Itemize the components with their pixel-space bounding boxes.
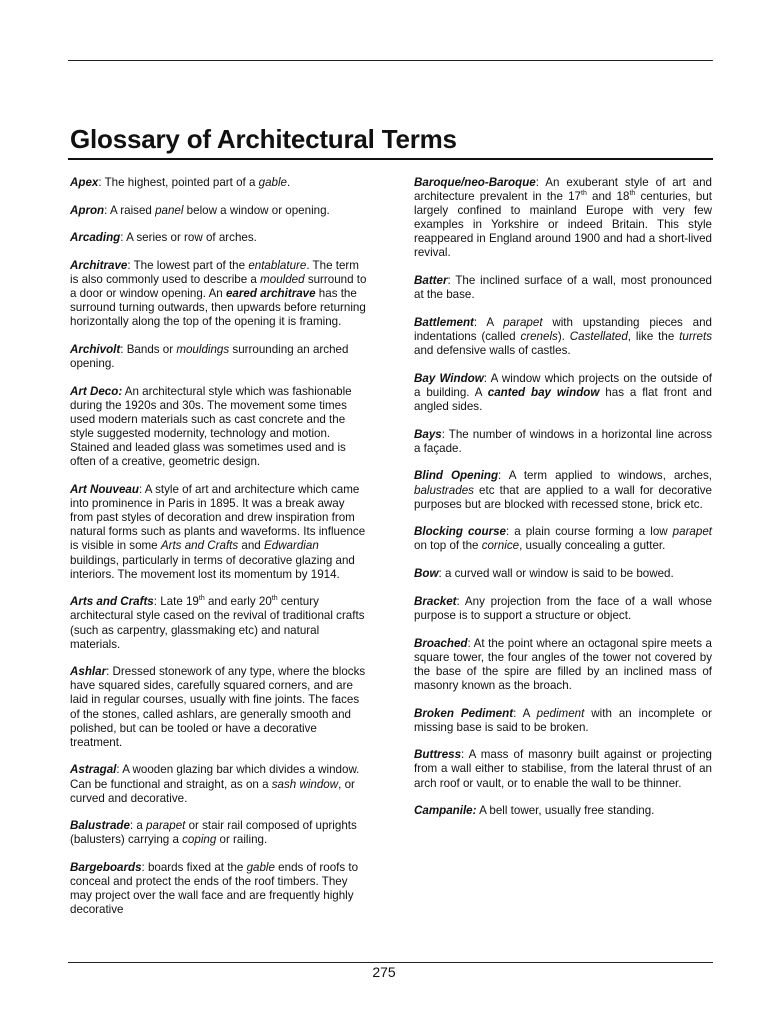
glossary-entry — [70, 204, 368, 218]
defined-subterm: canted bay window — [487, 385, 600, 399]
definition-text: Bands or — [126, 343, 177, 357]
cross-reference-term: mouldings — [176, 343, 230, 357]
cross-reference-term: Castellated — [569, 330, 628, 344]
cross-reference-term: gable — [258, 176, 288, 189]
definition-text: a plain course forming a low — [514, 525, 673, 539]
glossary-term: Blocking course — [414, 525, 507, 539]
definition-text: a — [136, 819, 147, 833]
defined-subterm: eared architrave — [225, 287, 316, 301]
glossary-entry — [414, 428, 712, 456]
definition-text: A raised — [109, 203, 156, 217]
glossary-entry — [70, 665, 368, 750]
definition-text: and defensive walls of castles. — [414, 344, 571, 358]
cross-reference-term: panel — [155, 203, 184, 217]
definition-text: A wooden glazing bar which divides a window. Can be functional and straight, as on a — [70, 763, 360, 791]
term-separator: : — [153, 595, 161, 609]
term-separator: : — [120, 343, 127, 357]
definition-text: A bell tower, usually free standing. — [479, 804, 655, 818]
glossary-entry — [70, 595, 368, 651]
term-separator: : — [447, 274, 456, 288]
cross-reference-term: sash window — [271, 777, 339, 791]
term-separator: : — [513, 706, 523, 720]
term-separator: : — [129, 819, 137, 833]
glossary-entry — [70, 763, 368, 805]
page-number: 275 — [372, 964, 396, 980]
glossary-entry — [414, 567, 712, 581]
definition-text: The number of windows in a horizontal line across a façade. — [414, 427, 713, 455]
definition-text: . The term is also commonly used to describe a — [70, 259, 359, 287]
definition-text: A series or row of arches. — [126, 231, 257, 245]
definition-text: century architectural style cased on the revival of traditional crafts (such as carpentry, glassmaking etc) and natural materials. — [70, 595, 365, 651]
cross-reference-term: parapet — [672, 525, 712, 539]
glossary-entry — [414, 707, 712, 735]
definition-text: buildings, particularly in terms of decorative glazing and interiors. The movement lost its momentum by 1914. — [70, 553, 355, 581]
glossary-entry — [414, 637, 712, 693]
cross-reference-term: turrets — [679, 330, 713, 344]
definition-text: , usually concealing a gutter. — [519, 539, 666, 553]
glossary-entry — [414, 176, 712, 261]
glossary-term: Broken Pediment — [414, 706, 514, 720]
glossary-term: Batter — [414, 274, 448, 288]
definition-text: and — [238, 539, 264, 553]
term-separator: : — [461, 748, 469, 762]
definition-text: A — [522, 706, 537, 720]
cross-reference-term: Edwardian — [263, 539, 319, 553]
definition-text: and 18 — [586, 190, 630, 204]
glossary-term: Art Nouveau — [70, 483, 139, 497]
glossary-left-column — [70, 176, 368, 931]
definition-text: and early 20 — [204, 595, 272, 609]
term-separator: : — [473, 315, 487, 329]
term-separator: : — [127, 259, 134, 273]
cross-reference-term: parapet — [146, 819, 186, 833]
term-separator: : — [467, 636, 474, 650]
term-separator: : — [498, 469, 509, 483]
ordinal-suffix: th — [198, 595, 205, 603]
term-separator: : — [141, 861, 148, 875]
glossary-term: Arts and Crafts — [70, 595, 154, 609]
glossary-entry — [70, 861, 368, 917]
bottom-rule — [68, 962, 713, 963]
definition-text: . — [287, 176, 291, 189]
glossary-term: Blind Opening — [414, 469, 499, 483]
definition-text: centuries, but largely confined to mainland Europe with very few examples in Yorkshire or indeed Britain. This style reappeared in England around 1900 and had a short-lived revival. — [414, 190, 713, 260]
cross-reference-term: parapet — [503, 315, 543, 329]
glossary-term: Buttress — [414, 748, 462, 762]
page-title: Glossary of Architectural Terms — [70, 124, 457, 154]
cross-reference-term: cornice — [481, 539, 520, 553]
term-separator: : — [506, 525, 515, 539]
definition-text: surround to a door or window opening. An — [70, 273, 367, 301]
glossary-term: Apron — [70, 203, 105, 217]
definition-text: Any projection from the face of a wall whose purpose is to support a structure or object. — [414, 594, 712, 622]
definition-text: A — [486, 315, 504, 329]
definition-text: The lowest part of the — [133, 259, 249, 273]
glossary-term: Arcading — [70, 231, 121, 245]
definition-text: ends of roofs to conceal and protect the ends of the roof timbers. They may project over the wall face and are frequently highly decorative — [70, 861, 359, 917]
definition-text: ). — [557, 330, 570, 344]
glossary-entry — [414, 525, 712, 553]
definition-text: The highest, pointed part of a — [104, 176, 259, 189]
term-separator: : — [120, 231, 127, 245]
glossary-term: Archivolt — [70, 343, 121, 357]
glossary-term: Baroque/neo-Baroque — [414, 176, 536, 189]
glossary-term: Architrave — [70, 259, 128, 273]
glossary-term: Balustrade — [70, 819, 130, 833]
definition-text: on top of the — [414, 539, 482, 553]
definition-text: A term applied to windows, arches, — [508, 469, 712, 483]
ordinal-suffix: th — [271, 595, 278, 603]
definition-text: or stair rail composed of uprights (balusters) carrying a — [70, 819, 357, 847]
cross-reference-term: Arts and Crafts — [160, 539, 239, 553]
definition-text: Late 19 — [160, 595, 199, 609]
glossary-term: Astragal — [70, 763, 117, 777]
term-separator: : — [116, 763, 123, 777]
glossary-entry — [70, 231, 368, 245]
ordinal-suffix: th — [581, 190, 587, 198]
glossary-entry — [414, 316, 712, 358]
ordinal-suffix: th — [629, 190, 636, 198]
term-separator: : — [438, 567, 445, 581]
glossary-term: Bays — [414, 427, 442, 441]
glossary-term: Ashlar — [70, 665, 107, 679]
cross-reference-term: pediment — [536, 706, 585, 720]
glossary-term: Broached — [414, 636, 468, 650]
cross-reference-term: balustrades — [414, 483, 474, 497]
glossary-entry — [414, 804, 712, 818]
definition-text: Dressed stonework of any type, where the blocks have squared sides, carefully squared corners, and are laid in regular courses, usually with fine joints. The faces of the stones, called ashlars, are generally smooth and polished, but can be tooled or have a decorative treatment. — [70, 665, 366, 749]
glossary-term: Apex — [70, 176, 99, 189]
cross-reference-term: entablature — [248, 259, 307, 273]
definition-text: below a window or opening. — [183, 203, 330, 217]
glossary-term: Bargeboards — [70, 861, 142, 875]
glossary-entry — [70, 483, 368, 582]
definition-text: , like the — [627, 330, 680, 344]
definition-text: or railing. — [216, 833, 268, 847]
cross-reference-term: coping — [182, 833, 217, 847]
glossary-entry — [70, 343, 368, 371]
title-underline — [68, 158, 713, 160]
definition-text: has the surround turning outwards, then upwards before returning horizontally along the top of the opening it is framing. — [70, 287, 366, 329]
glossary-term: Bracket — [414, 594, 457, 608]
glossary-entry — [414, 274, 712, 302]
definition-text: etc that are applied to a wall for decorative purposes but are blocked with recessed stone, brick etc. — [414, 483, 712, 511]
term-separator: : — [483, 371, 491, 385]
term-separator: : — [106, 665, 113, 679]
definition-text: has a flat front and angled sides. — [414, 385, 712, 413]
glossary-term: Battlement — [414, 315, 474, 329]
definition-text: An architectural style which was fashionable during the 1920s and 30s. The movement some times used modern materials such as cast concrete and the style suggested modernity, technology and motion. Stained and leaded glass was sometimes used and is often of a creative, geometric design. — [70, 384, 352, 469]
glossary-term: Bay Window — [414, 371, 484, 385]
cross-reference-term: gable — [246, 861, 275, 875]
glossary-term: Campanile: — [414, 804, 477, 818]
glossary-entry — [414, 748, 712, 790]
glossary-entry — [414, 372, 712, 414]
top-rule — [68, 60, 713, 61]
definition-text: a curved wall or window is said to be bowed. — [444, 567, 674, 581]
glossary-entry — [70, 176, 368, 190]
term-separator: : — [441, 427, 449, 441]
term-separator: : — [98, 176, 105, 189]
glossary-entry — [414, 595, 712, 623]
definition-text: with upstanding pieces and indentations (called — [414, 315, 712, 344]
definition-text: An exuberant style of art and architecture prevalent in the 17 — [414, 176, 713, 204]
definition-text: surrounding an arched opening. — [70, 343, 349, 371]
term-separator: : — [456, 594, 465, 608]
glossary-entry — [70, 259, 368, 329]
term-separator: : — [138, 483, 145, 497]
definition-text: A mass of masonry built against or projecting from a wall either to stabilise, from the lateral thrust of an arch roof or vault, or to enable the wall to be thinner. — [414, 748, 712, 790]
term-separator: : — [535, 176, 546, 189]
definition-text: At the point where an octagonal spire meets a square tower, the four angles of the tower not covered by the base of the spire are filled by an inclined mass of masonry known as the broach. — [414, 636, 712, 692]
glossary-entry — [414, 469, 712, 511]
glossary-entry — [70, 819, 368, 847]
glossary-entry — [70, 385, 368, 470]
glossary-right-column — [414, 176, 712, 832]
definition-text: boards fixed at the — [147, 861, 247, 875]
term-separator: : — [104, 203, 110, 217]
definition-text: , or curved and decorative. — [70, 777, 355, 805]
definition-text: with an incomplete or missing base is said to be broken. — [414, 706, 712, 734]
cross-reference-term: crenels — [520, 330, 558, 344]
glossary-term: Art Deco: — [70, 384, 123, 398]
glossary-term: Bow — [414, 567, 439, 581]
definition-text: A style of art and architecture which came into prominence in Paris in 1895. It was a break away from past styles of decoration and drew inspiration from natural forms such as plants and waveforms. Its influence is visible in some — [70, 483, 366, 553]
definition-text: A window which projects on the outside of a building. A — [414, 371, 712, 399]
definition-text: The inclined surface of a wall, most pronounced at the base. — [414, 274, 712, 302]
cross-reference-term: moulded — [260, 273, 305, 287]
